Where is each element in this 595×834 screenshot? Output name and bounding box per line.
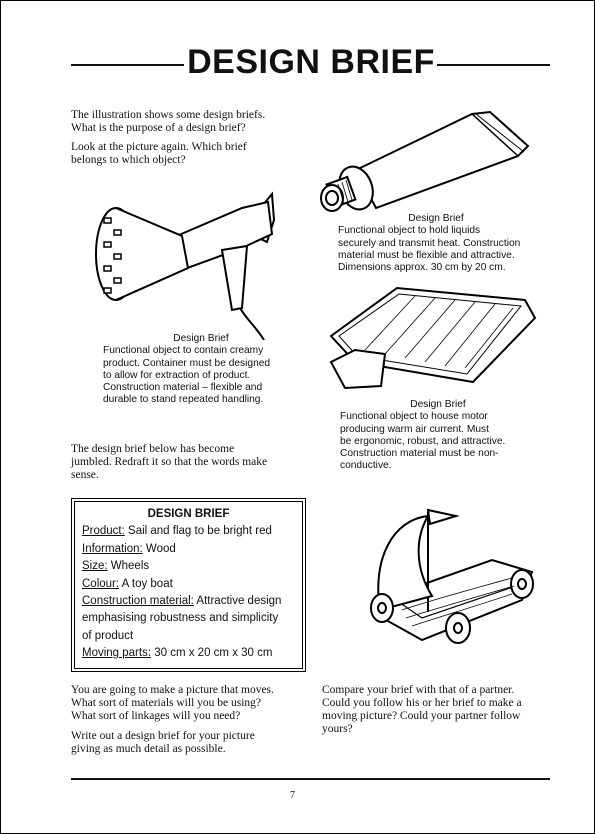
brief-line: durable to stand repeated handling. <box>103 394 264 406</box>
page-number: 7 <box>290 790 295 801</box>
brief-line: be ergonomic, robust, and attractive. <box>340 435 506 447</box>
box-row-value: 30 cm x 20 cm x 30 cm <box>151 647 273 660</box>
brief-line: Construction material must be non- <box>340 448 499 460</box>
brief-line: to allow for extraction of product. <box>103 369 251 381</box>
intro-question-1 <box>71 109 265 135</box>
compare-line: Could you follow his or her brief to make a <box>322 697 522 709</box>
write-brief-instructions <box>71 730 255 756</box>
brief-tube <box>338 213 553 274</box>
task-line: What sort of materials will you be using? <box>71 697 262 709</box>
brief-heading: Design Brief <box>173 333 229 344</box>
task-line: Write out a design brief for your picture <box>71 730 255 742</box>
jumbled-design-brief-box <box>71 498 306 672</box>
hair-dryer-illustration <box>92 190 282 340</box>
box-row-label: Product: <box>82 525 125 538</box>
brief-line: Construction material – flexible and <box>103 382 263 394</box>
compare-line: moving picture? Could your partner follow <box>322 710 521 722</box>
box-row-value: Attractive design <box>193 595 282 608</box>
task-line: You are going to make a picture that moves. <box>71 684 274 696</box>
box-row-value: Sail and flag to be bright red <box>124 525 272 538</box>
task-line: giving as much detail as possible. <box>71 743 226 755</box>
brief-dryer <box>103 333 303 407</box>
box-title: DESIGN BRIEF <box>147 508 230 520</box>
box-row-moving-parts <box>82 645 295 662</box>
box-row-label: Size: <box>82 560 108 573</box>
toy-boat-illustration <box>362 500 542 650</box>
brief-line: Dimensions approx. 30 cm by 20 cm. <box>338 262 506 274</box>
page-title: DESIGN BRIEF <box>187 43 435 81</box>
compare-line: Compare your brief with that of a partner. <box>322 684 515 696</box>
intro-line: The illustration shows some design briefs. <box>71 109 266 121</box>
intro-line: Look at the picture again. Which brief <box>71 141 247 153</box>
brief-line: product. Container must be designed <box>103 357 271 369</box>
box-row-size <box>82 558 295 575</box>
footer-rule <box>71 778 550 780</box>
intro-line: belongs to which object? <box>71 154 186 166</box>
box-row-value: A toy boat <box>119 577 173 590</box>
box-row-label: Colour: <box>82 577 120 590</box>
hot-water-bottle-illustration <box>325 284 540 399</box>
tube-illustration <box>312 108 534 213</box>
brief-heading: Design Brief <box>410 399 466 410</box>
box-row-construction <box>82 593 295 610</box>
brief-line: securely and transmit heat. Construction <box>338 237 521 249</box>
intro-line: What is the purpose of a design brief? <box>71 122 246 134</box>
task-line: What sort of linkages will you need? <box>71 710 241 722</box>
box-row-label: Construction material: <box>82 595 194 608</box>
title-rule-right <box>437 64 550 66</box>
brief-line: producing warm air current. Must <box>340 423 489 435</box>
brief-bottle <box>340 399 555 473</box>
box-row-label: Information: <box>82 542 143 555</box>
jumbled-line: The design brief below has become <box>71 443 235 455</box>
task-instructions <box>71 684 274 723</box>
brief-line: material must be flexible and attractive. <box>338 249 515 261</box>
jumbled-instructions <box>71 443 267 482</box>
brief-heading: Design Brief <box>408 213 464 224</box>
box-row-product <box>82 523 295 540</box>
design-brief-box-inner <box>74 501 303 669</box>
box-row-value: Wheels <box>107 560 150 573</box>
intro-question-2 <box>71 141 247 167</box>
jumbled-line: jumbled. Redraft it so that the words make <box>71 456 268 468</box>
box-row-value: Wood <box>142 542 176 555</box>
brief-line: Functional object to contain creamy <box>103 345 264 357</box>
brief-line: Functional object to house motor <box>340 411 488 423</box>
box-row-continued: of product <box>82 629 134 642</box>
box-row-colour <box>82 576 295 593</box>
brief-line: Functional object to hold liquids <box>338 225 481 237</box>
box-row-label: Moving parts: <box>82 647 152 660</box>
brief-line: conductive. <box>340 460 392 472</box>
compare-instructions <box>322 684 522 736</box>
title-rule-left <box>71 64 184 66</box>
box-row-continued: emphasising robustness and simplicity <box>82 612 279 625</box>
box-row-information <box>82 541 295 558</box>
jumbled-line: sense. <box>71 469 99 481</box>
compare-line: yours? <box>322 723 353 735</box>
